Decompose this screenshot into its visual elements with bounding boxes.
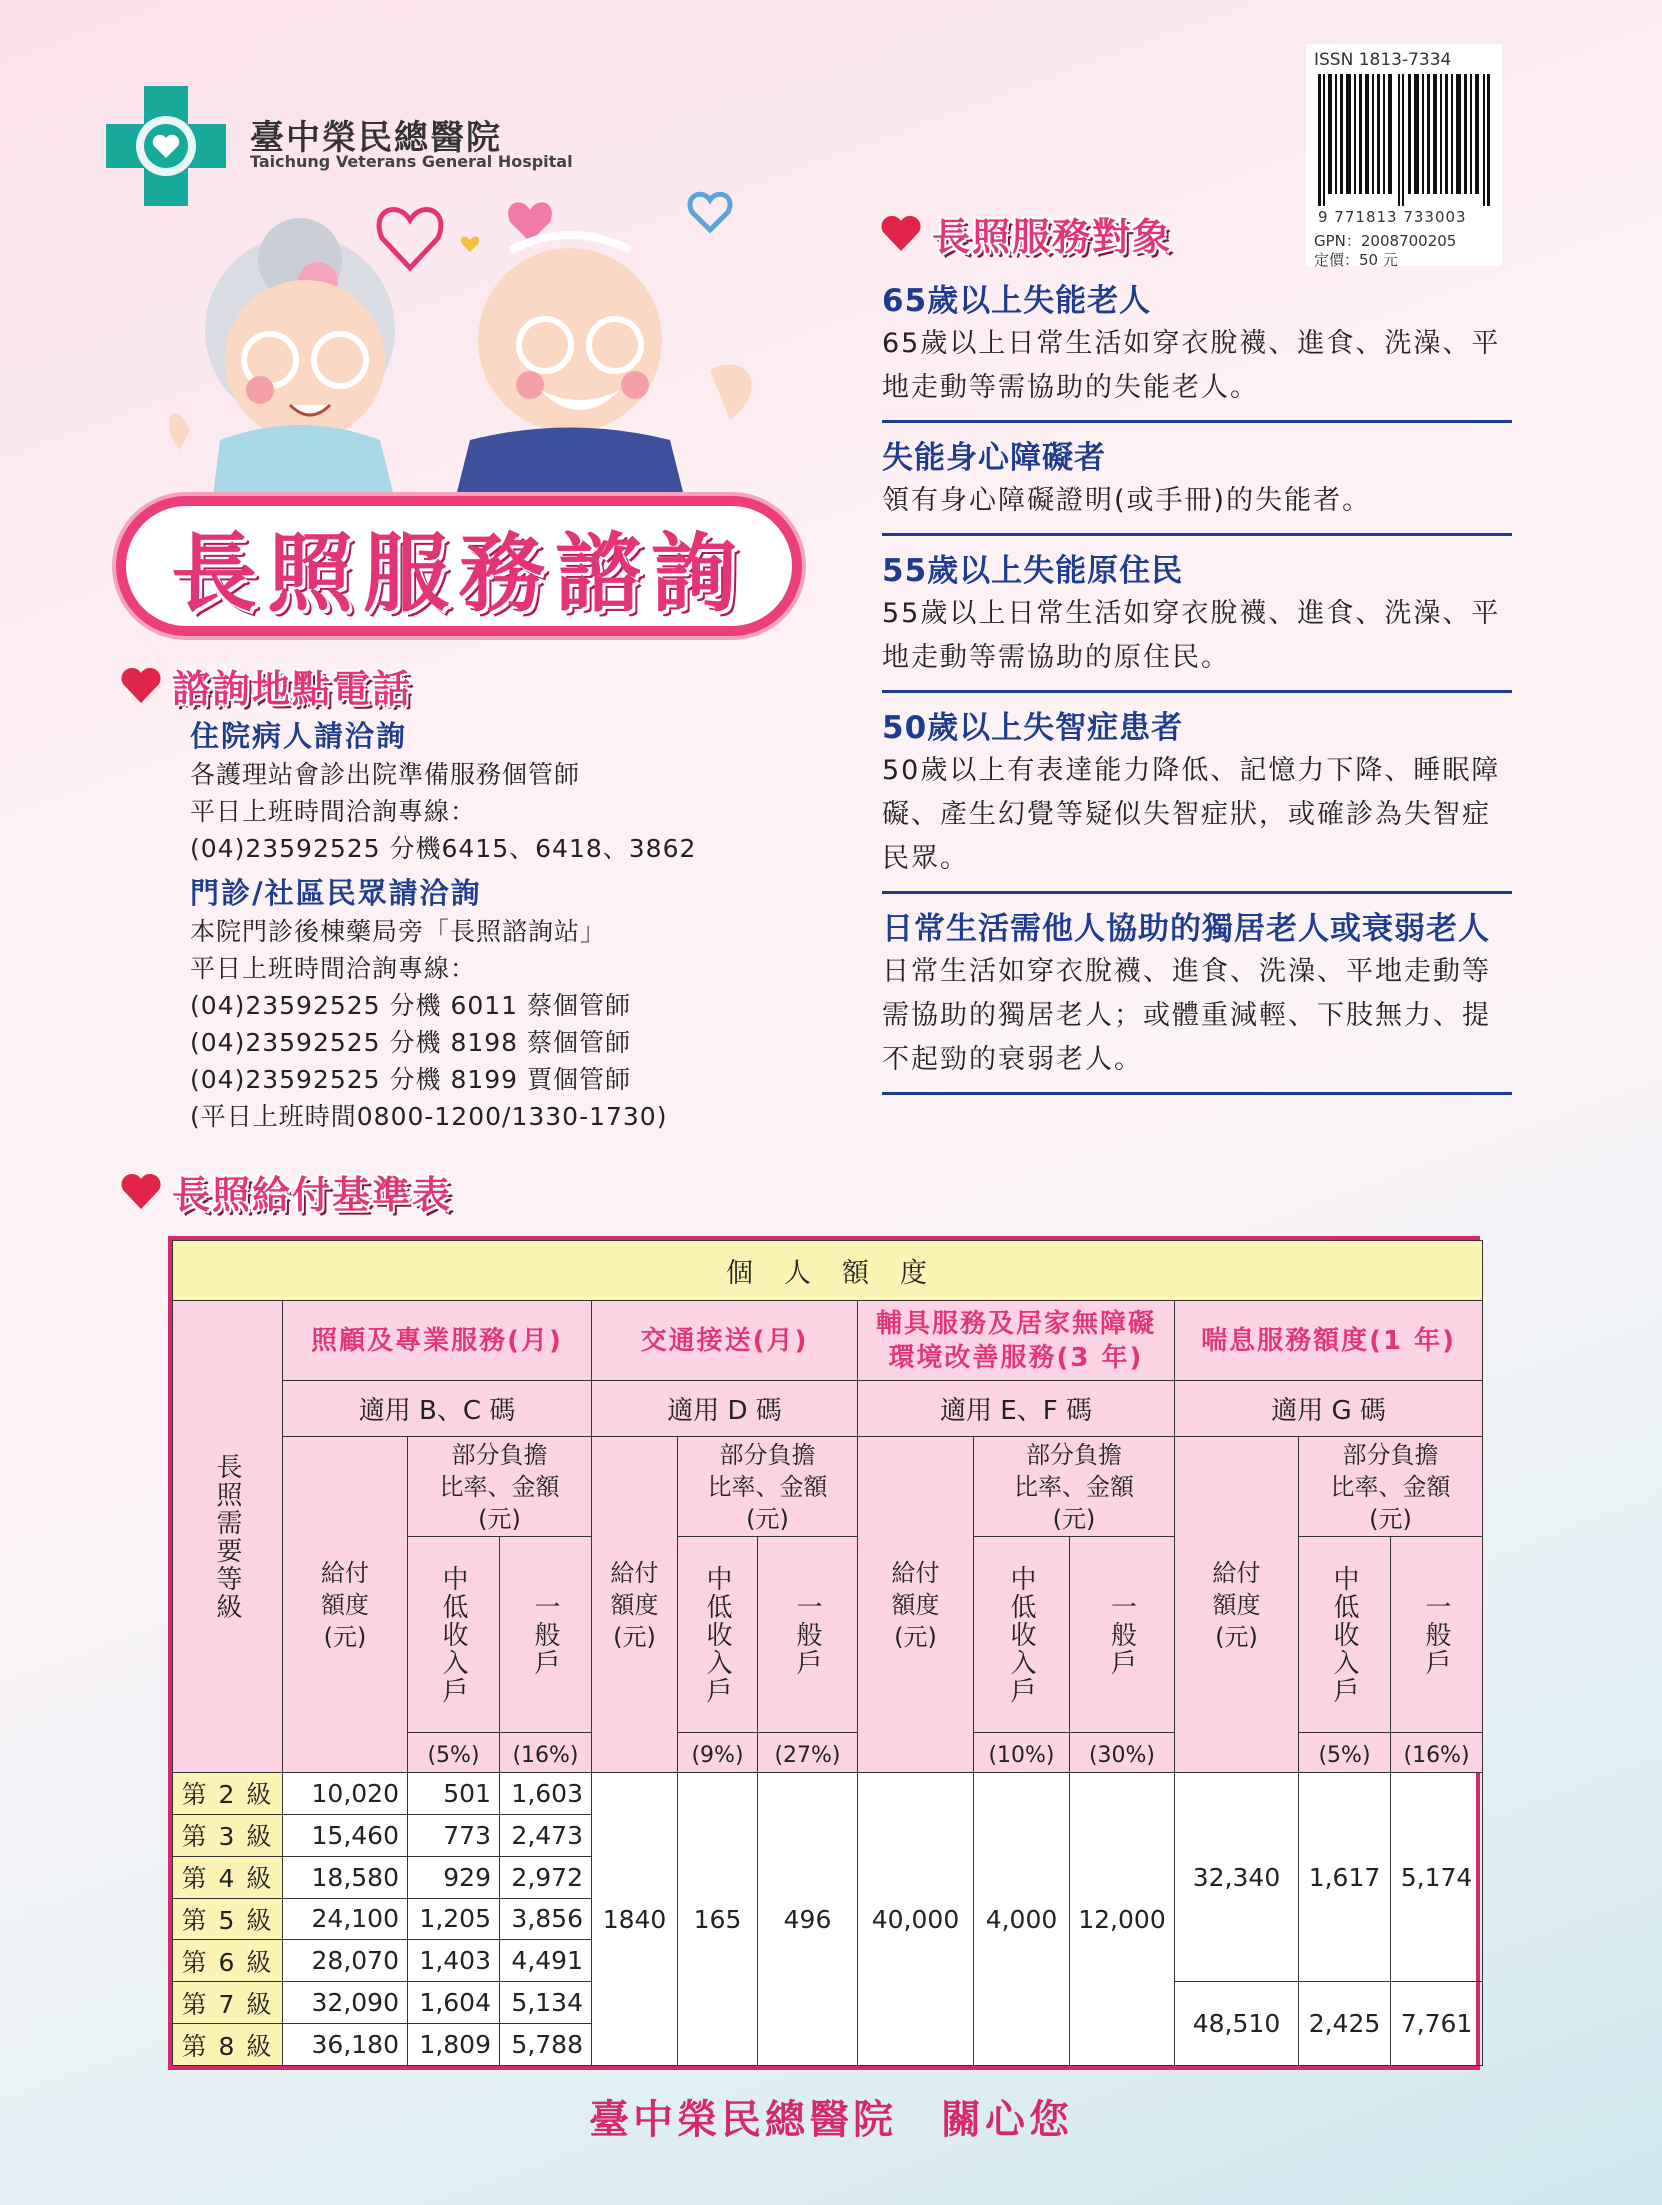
copay-l1: 部分負擔 (719, 1440, 816, 1469)
low-income-header-cell (974, 1537, 1070, 1733)
table-heading: 長照給付基準表 (172, 1173, 453, 1217)
target-title: 65歲以上失能老人 (882, 283, 1152, 319)
footer-slogan: 臺中榮民總醫院 關心您 (589, 2097, 1073, 2143)
copay-header (974, 1437, 1175, 1537)
level-header: 長照需要等級 (212, 1452, 242, 1621)
copay-l1: 部分負擔 (451, 1440, 548, 1469)
main-title: 長照服務諮詢 (171, 524, 747, 624)
level-cell: 第 8 級 (173, 2024, 283, 2066)
barcode-icon (1318, 74, 1490, 206)
target-title: 日常生活需他人協助的獨居老人或衰弱老人 (882, 911, 1490, 947)
pct-label: (30%) (1070, 1733, 1175, 1773)
benefit-table (168, 1236, 1480, 2070)
low-income-cell: 501 (408, 1773, 500, 1815)
amount-l2: 額度 (891, 1590, 940, 1619)
general-cell: 5,788 (500, 2024, 592, 2066)
target-item (882, 437, 1512, 536)
low-income-header-cell (408, 1537, 500, 1733)
amount-l3: (元) (323, 1622, 367, 1651)
copay-l3: (元) (1052, 1504, 1096, 1533)
low-income-cell: 929 (408, 1856, 500, 1898)
low-income-cell: 1,809 (408, 2024, 500, 2066)
respite-general: 5,174 (1391, 1773, 1483, 1982)
amount-header (858, 1437, 974, 1773)
low-income-header: 中低收入戶 (702, 1564, 732, 1705)
copay-l2: 比率、金額 (707, 1472, 828, 1501)
level-cell: 第 5 級 (173, 1898, 283, 1940)
outpatient-line: (平日上班時間0800-1200/1330-1730) (190, 1102, 668, 1131)
outpatient-line: 本院門診後棟藥局旁「長照諮詢站」 (190, 917, 607, 946)
target-title: 55歲以上失能原住民 (882, 553, 1184, 589)
general-cell: 4,491 (500, 1940, 592, 1982)
cat3-code: 適用 E、F 碼 (858, 1381, 1175, 1437)
gpn-text: GPN：2008700205 (1314, 232, 1457, 250)
low-income-header-cell (1299, 1537, 1391, 1733)
low-income-cell: 1,205 (408, 1898, 500, 1940)
copay-l3: (元) (746, 1504, 789, 1533)
hospital-name-zh: 臺中榮民總醫院 (250, 118, 502, 158)
level-cell: 第 2 級 (173, 1773, 283, 1815)
target-body: 65歲以上日常生活如穿衣脫襪、進食、洗澡、平地走動等需協助的失能老人。 (882, 328, 1501, 403)
pct-label: (5%) (408, 1733, 500, 1773)
level-header-cell (173, 1301, 283, 1773)
cat1-code: 適用 B、C 碼 (283, 1381, 592, 1437)
amount-l1: 給付 (891, 1558, 940, 1587)
heart-icon (120, 1173, 162, 1211)
price-text: 定價：50 元 (1314, 251, 1398, 269)
respite-amount: 48,510 (1175, 1982, 1299, 2066)
low-income-header: 中低收入戶 (438, 1564, 468, 1705)
copay-l1: 部分負擔 (1342, 1440, 1439, 1469)
amount-cell: 10,020 (283, 1773, 408, 1815)
amount-l1: 給付 (610, 1558, 659, 1587)
respite-low: 2,425 (1299, 1982, 1391, 2066)
level-cell: 第 3 級 (173, 1814, 283, 1856)
low-income-cell: 773 (408, 1814, 500, 1856)
inpatient-line: 平日上班時間洽詢專線： (190, 797, 477, 826)
cat4-header: 喘息服務額度(1 年) (1175, 1301, 1483, 1381)
table-top-header: 個 人 額 度 (173, 1241, 1483, 1301)
copay-l3: (元) (1369, 1504, 1412, 1533)
cat4-code: 適用 G 碼 (1175, 1381, 1483, 1437)
targets-list (882, 280, 1512, 1109)
copay-header (678, 1437, 858, 1537)
pct-label: (10%) (974, 1733, 1070, 1773)
target-item (882, 908, 1512, 1095)
target-item (882, 280, 1512, 423)
table-section-header (120, 1164, 452, 1219)
level-cell: 第 7 級 (173, 1982, 283, 2024)
targets-heading: 長照服務對象 (932, 215, 1173, 259)
cat3-header (858, 1301, 1175, 1381)
cat3-line1: 輔具服務及居家無障礙 (875, 1308, 1156, 1339)
level-cell: 第 4 級 (173, 1856, 283, 1898)
general-cell: 1,603 (500, 1773, 592, 1815)
copay-l1: 部分負擔 (1026, 1440, 1122, 1469)
targets-section-header (880, 206, 1172, 261)
amount-l2: 額度 (1212, 1590, 1261, 1619)
cat3-line2: 環境改善服務(3 年) (888, 1342, 1144, 1373)
target-item (882, 707, 1512, 894)
amount-header (1175, 1437, 1299, 1773)
transport-amount: 1840 (592, 1773, 678, 2066)
heart-icon (880, 215, 922, 253)
amount-l3: (元) (894, 1622, 937, 1651)
inpatient-title: 住院病人請洽詢 (190, 719, 408, 753)
respite-general: 7,761 (1391, 1982, 1483, 2066)
general-header: 一般戶 (1106, 1592, 1137, 1677)
respite-amount: 32,340 (1175, 1773, 1299, 1982)
target-body: 50歲以上有表達能力降低、記憶力下降、睡眠障礙、產生幻覺等疑似失智症狀，或確診為失智症民眾。 (882, 755, 1501, 874)
heart-icon (120, 667, 162, 705)
general-header-cell (500, 1537, 592, 1733)
level-cell: 第 6 級 (173, 1940, 283, 1982)
copay-l2: 比率、金額 (439, 1472, 560, 1501)
outpatient-line: 平日上班時間洽詢專線： (190, 954, 477, 983)
target-item (882, 550, 1512, 693)
consult-block (190, 716, 790, 1135)
outpatient-line: (04)23592525 分機 6011 蔡個管師 (190, 991, 632, 1020)
general-header-cell (758, 1537, 858, 1733)
transport-general: 496 (758, 1773, 858, 2066)
general-cell: 2,473 (500, 1814, 592, 1856)
amount-cell: 36,180 (283, 2024, 408, 2066)
general-cell: 2,972 (500, 1856, 592, 1898)
general-header: 一般戶 (1421, 1592, 1452, 1677)
low-income-cell: 1,403 (408, 1940, 500, 1982)
low-income-header: 中低收入戶 (1006, 1564, 1036, 1705)
general-header-cell (1070, 1537, 1175, 1733)
low-income-cell: 1,604 (408, 1982, 500, 2024)
amount-header (592, 1437, 678, 1773)
elderly-couple-illustration (150, 190, 800, 520)
amount-header (283, 1437, 408, 1773)
target-body: 55歲以上日常生活如穿衣脫襪、進食、洗澡、平地走動等需協助的原住民。 (882, 598, 1501, 673)
inpatient-line: (04)23592525 分機6415、6418、3862 (190, 834, 697, 863)
pct-label: (16%) (500, 1733, 592, 1773)
aids-general: 12,000 (1070, 1773, 1175, 2066)
copay-header (408, 1437, 592, 1537)
amount-cell: 18,580 (283, 1856, 408, 1898)
target-body: 日常生活如穿衣脫襪、進食、洗澡、平地走動等需協助的獨居老人；或體重減輕、下肢無力、提不起勁的衰弱老人。 (882, 956, 1491, 1075)
amount-l2: 額度 (610, 1590, 659, 1619)
cat2-code: 適用 D 碼 (592, 1381, 858, 1437)
hospital-name-en: Taichung Veterans General Hospital (250, 152, 573, 171)
amount-l3: (元) (1215, 1622, 1258, 1651)
transport-low: 165 (678, 1773, 758, 2066)
low-income-header: 中低收入戶 (1329, 1564, 1359, 1705)
amount-l3: (元) (613, 1622, 656, 1651)
copay-l2: 比率、金額 (1014, 1472, 1134, 1501)
cat2-header: 交通接送(月) (592, 1301, 858, 1381)
respite-low: 1,617 (1299, 1773, 1391, 1982)
barcode-number: 9 771813 733003 (1318, 208, 1467, 226)
amount-cell: 32,090 (283, 1982, 408, 2024)
hospital-cross-logo-icon (106, 86, 226, 206)
pct-label: (5%) (1299, 1733, 1391, 1773)
amount-l2: 額度 (321, 1590, 369, 1619)
amount-cell: 24,100 (283, 1898, 408, 1940)
consult-section-header (120, 658, 412, 713)
pct-label: (16%) (1391, 1733, 1483, 1773)
outpatient-line: (04)23592525 分機 8199 賈個管師 (190, 1065, 632, 1094)
low-income-header-cell (678, 1537, 758, 1733)
outpatient-line: (04)23592525 分機 8198 蔡個管師 (190, 1028, 632, 1057)
aids-amount: 40,000 (858, 1773, 974, 2066)
copay-header (1299, 1437, 1483, 1537)
amount-cell: 28,070 (283, 1940, 408, 1982)
outpatient-title: 門診/社區民眾請洽詢 (190, 876, 482, 910)
general-header: 一般戶 (530, 1592, 560, 1677)
main-title-banner (116, 496, 802, 636)
issn-box (1306, 44, 1502, 269)
pct-label: (27%) (758, 1733, 858, 1773)
copay-l2: 比率、金額 (1330, 1472, 1451, 1501)
target-body: 領有身心障礙證明(或手冊)的失能者。 (882, 485, 1372, 516)
general-cell: 3,856 (500, 1898, 592, 1940)
target-title: 50歲以上失智症患者 (882, 710, 1184, 746)
inpatient-line: 各護理站會診出院準備服務個管師 (190, 760, 581, 789)
target-title: 失能身心障礙者 (882, 440, 1106, 476)
general-header: 一般戶 (792, 1592, 822, 1677)
consult-heading: 諮詢地點電話 (172, 667, 413, 711)
amount-l1: 給付 (1212, 1558, 1261, 1587)
copay-l3: (元) (478, 1504, 521, 1533)
cat1-header: 照顧及專業服務(月) (283, 1301, 592, 1381)
amount-l1: 給付 (321, 1558, 369, 1587)
general-cell: 5,134 (500, 1982, 592, 2024)
amount-cell: 15,460 (283, 1814, 408, 1856)
aids-low: 4,000 (974, 1773, 1070, 2066)
pct-label: (9%) (678, 1733, 758, 1773)
issn-text: ISSN 1813-7334 (1314, 50, 1452, 70)
general-header-cell (1391, 1537, 1483, 1733)
